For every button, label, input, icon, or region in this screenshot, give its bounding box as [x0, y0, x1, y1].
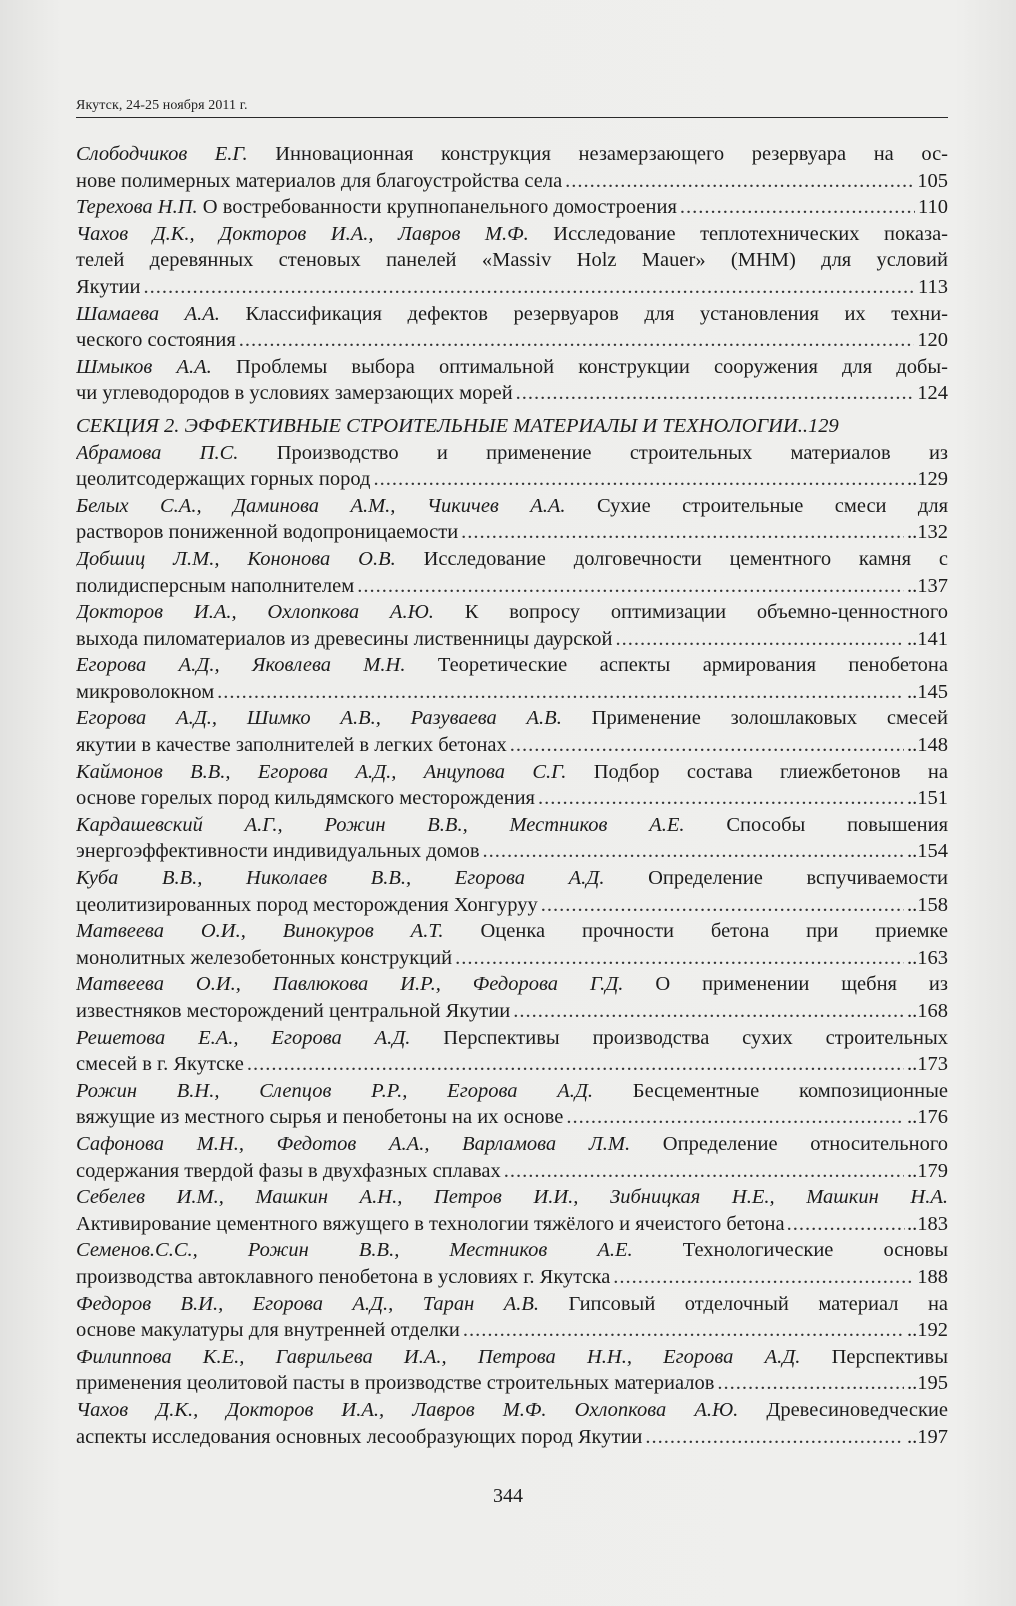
dot-leader: [680, 194, 915, 221]
entry-title-tail: растворов пониженной водопроницаемости: [76, 521, 459, 544]
section-page-number: 129: [808, 414, 839, 437]
toc-entry: [76, 1397, 948, 1450]
entry-page-number: ..176: [907, 1106, 948, 1129]
entry-author: Абрамова П.С.: [76, 441, 239, 464]
entry-author: Шмыков А.А.: [76, 355, 212, 378]
entry-page-number: ..192: [907, 1319, 948, 1342]
toc-leader-line: [76, 1158, 948, 1185]
entry-title-text: телей деревянных стеновых панелей «Massiv Holz Mauer» (МНМ) для условий: [76, 249, 948, 272]
entry-title-text: Сухие строительные смеси для: [596, 494, 948, 517]
dot-leader: [566, 1104, 904, 1131]
entry-title-tail: основе горелых пород кильдямского месторождения: [76, 787, 535, 810]
entry-title-text: Инновационная конструкция незамерзающего резервуара на ос-: [275, 143, 948, 165]
entry-title-tail: вяжущие из местного сырья и пенобетоны на их основе: [76, 1106, 564, 1129]
entry-title-tail: Активирование цементного вяжущего в технологии тяжёлого и ячеистого бетона: [76, 1212, 785, 1235]
toc-leader-line: [76, 732, 948, 759]
entry-title-line: [76, 865, 948, 892]
dot-leader: [144, 274, 916, 301]
entry-title-line: [76, 1237, 948, 1264]
entry-title-line: [76, 652, 948, 679]
toc-entry: [76, 1184, 948, 1237]
entry-title-line: [76, 918, 948, 945]
entry-title-line: [76, 546, 948, 573]
entry-page-number: 124: [917, 382, 948, 405]
entry-title-tail: цеолитсодержащих горных пород: [76, 468, 371, 491]
entry-title-tail: применения цеолитовой пасты в производстве строительных материалов: [76, 1372, 715, 1395]
toc-entry: [76, 1344, 948, 1397]
entry-page-number: ..132: [907, 521, 948, 544]
entry-page-number: ..163: [907, 946, 948, 969]
toc-leader-line: [76, 679, 948, 706]
toc-entry: [76, 440, 948, 493]
toc-entry: [76, 599, 948, 652]
entry-page-number: ..183: [907, 1212, 948, 1235]
dot-leader: [463, 1317, 904, 1344]
entry-title-line: [76, 440, 948, 467]
table-of-contents: [76, 141, 948, 1450]
entry-page-number: ..129: [907, 468, 948, 491]
entry-title-line: [76, 247, 948, 274]
entry-title-line: [76, 1025, 948, 1052]
entry-author: Кардашевский А.Г., Рожин В.В., Местников А.Е.: [76, 813, 685, 836]
entry-title-line: [76, 1131, 948, 1158]
entry-title-tail: якутии в качестве заполнителей в легких бетонах: [76, 734, 507, 757]
entry-title-tail: ческого состояния: [76, 329, 236, 352]
entry-page-number: 120: [917, 329, 948, 352]
toc-leader-line: [76, 998, 948, 1025]
entry-title-tail: известняков месторождений центральной Якутии: [76, 1000, 511, 1022]
section-title: СЕКЦИЯ 2. ЭФФЕКТИВНЫЕ СТРОИТЕЛЬНЫЕ МАТЕРИАЛЫ И ТЕХНОЛОГИИ..: [76, 414, 809, 437]
dot-leader: [357, 573, 904, 600]
entry-page-number: 110: [918, 196, 948, 219]
toc-leader-line: [76, 519, 948, 546]
entry-page-number: ..168: [907, 1000, 948, 1022]
entry-title-tail: чи углеводородов в условиях замерзающих морей: [76, 382, 513, 405]
entry-author: Терехова Н.П.: [76, 196, 198, 219]
entry-page-number: ..148: [907, 734, 948, 757]
entry-author: Егорова А.Д., Яковлева М.Н.: [76, 654, 406, 677]
entry-title-text: Перспективы: [831, 1345, 948, 1368]
entry-author: Егорова А.Д., Шимко А.В., Разуваева А.В.: [76, 707, 562, 730]
entry-author: Чахов Д.К., Докторов И.А., Лавров М.Ф.: [76, 222, 529, 245]
entry-title-line: [76, 141, 948, 168]
dot-leader: [504, 1158, 904, 1185]
entry-title-tail: энергоэффективности индивидуальных домов: [76, 840, 480, 863]
entry-title-text: Подбор состава глиежбетонов на: [593, 760, 948, 783]
toc-leader-line: [76, 945, 948, 972]
entry-author: Сафонова М.Н., Федотов А.А., Варламова Л.М.: [76, 1132, 631, 1155]
dot-leader: [513, 998, 904, 1025]
toc-leader-line: [76, 838, 948, 865]
entry-title-text: Древесиноведческие: [766, 1398, 948, 1421]
entry-author: Матвеева О.И., Павлюкова И.Р., Федорова Г.Д.: [76, 973, 624, 996]
toc-entry: [76, 865, 948, 918]
toc-leader-line: [76, 274, 948, 301]
entry-title-text: Определение вспучиваемости: [648, 867, 948, 890]
toc-entry: [76, 194, 948, 221]
toc-entry: [76, 1237, 948, 1290]
toc-leader-line: [76, 1317, 948, 1344]
entry-page-number: ..173: [907, 1053, 948, 1076]
entry-author: Докторов И.А., Охлопкова А.Ю.: [76, 601, 434, 624]
entry-title-text: Применение золошлаковых смесей: [591, 707, 948, 730]
entry-title-text: Бесцементные композиционные: [632, 1079, 948, 1102]
entry-page-number: ..141: [907, 627, 948, 650]
page-number: 344: [493, 1485, 523, 1507]
toc-leader-line: [76, 327, 948, 354]
toc-entry: [76, 1078, 948, 1131]
entry-title-text: О востребованности крупнопанельного домостроения: [202, 196, 677, 219]
entry-title-text: Классификация дефектов резервуаров для установления их техни-: [245, 302, 948, 325]
entry-author: Куба В.В., Николаев В.В., Егорова А.Д.: [76, 867, 605, 890]
entry-title-text: Гипсовый отделочный материал на: [568, 1292, 948, 1315]
entry-page-number: 105: [917, 169, 948, 192]
dot-leader: [616, 626, 904, 653]
entry-title-line: [76, 812, 948, 839]
dot-leader: [217, 679, 904, 706]
entry-title-text: Технологические основы: [682, 1239, 948, 1262]
entry-author: Себелев И.М., Машкин А.Н., Петров И.И., Зибницкая Н.Е., Машкин Н.А.: [76, 1186, 948, 1209]
entry-title-text: Теоретические аспекты армирования пенобетона: [437, 654, 948, 677]
entry-author: Каймонов В.В., Егорова А.Д., Анцупова С.Г.: [76, 760, 567, 783]
toc-entry: [76, 141, 948, 194]
entry-title-text: Способы повышения: [726, 813, 948, 836]
toc-leader-line: [76, 1051, 948, 1078]
entry-title-tail: микроволокном: [76, 680, 215, 703]
entry-page-number: ..154: [907, 840, 948, 863]
dot-leader: [787, 1211, 905, 1238]
entry-page-number: 113: [918, 275, 948, 298]
toc-entry: [76, 652, 948, 705]
entry-title-tail: Якутии: [76, 275, 141, 298]
entry-author: Белых С.А., Даминова А.М., Чикичев А.А.: [76, 494, 566, 517]
toc-leader-line: [76, 168, 948, 195]
entry-page-number: ..195: [907, 1372, 948, 1395]
dot-leader: [565, 168, 914, 195]
toc-leader-line: [76, 785, 948, 812]
header-rule: [76, 117, 948, 118]
entry-title-tail: цеолитизированных пород месторождения Хонгуруу: [76, 893, 538, 916]
toc-entry: [76, 493, 948, 546]
entry-author: Семенов.С.С., Рожин В.В., Местников А.Е.: [76, 1239, 633, 1262]
toc-leader-line: [76, 573, 948, 600]
entry-page-number: ..145: [907, 680, 948, 703]
toc-entry: [76, 301, 948, 354]
dot-leader: [645, 1424, 904, 1451]
entry-title-tail: производства автоклавного пенобетона в условиях г. Якутска: [76, 1265, 611, 1288]
toc-leader-line: [76, 626, 948, 653]
toc-leader-line: [76, 1370, 948, 1397]
entry-title-line: [76, 221, 948, 248]
toc-leader-line: [76, 466, 948, 493]
entry-title-line: [76, 1344, 948, 1371]
entry-author: Шамаева А.А.: [76, 302, 220, 325]
dot-leader: [541, 892, 904, 919]
toc-entry: [76, 918, 948, 971]
entry-title-line: [76, 705, 948, 732]
entry-title-tail: смесей в г. Якутске: [76, 1053, 244, 1076]
entry-page-number: ..137: [907, 574, 948, 597]
entry-title-line: [76, 759, 948, 786]
toc-leader-line: [76, 1264, 948, 1291]
toc-entry: [76, 812, 948, 865]
toc-leader-line: [76, 194, 948, 221]
dot-leader: [510, 732, 904, 759]
entry-title-line: [76, 1184, 948, 1211]
entry-title-text: Определение относительного: [662, 1132, 948, 1155]
toc-leader-line: [76, 1424, 948, 1451]
entry-author: Чахов Д.К., Докторов И.А., Лавров М.Ф. Охлопкова А.Ю.: [76, 1398, 739, 1421]
entry-title-text: Перспективы производства сухих строительных: [443, 1026, 948, 1049]
toc-entry: [76, 354, 948, 407]
entry-title-text: Оценка прочности бетона при приемке: [480, 920, 948, 943]
toc-leader-line: [76, 1211, 948, 1238]
toc-leader-line: [76, 1104, 948, 1131]
entry-title-tail: [76, 194, 677, 221]
entry-page-number: ..197: [907, 1425, 948, 1448]
entry-title-line: [76, 354, 948, 381]
toc-leader-line: [76, 380, 948, 407]
dot-leader: [373, 466, 904, 493]
toc-entry: [76, 1291, 948, 1344]
entry-title-tail: нове полимерных материалов для благоустройства села: [76, 169, 563, 192]
entry-title-line: [76, 971, 948, 998]
toc-entry: [76, 705, 948, 758]
toc-entry: [76, 759, 948, 812]
dot-leader: [516, 380, 915, 407]
entry-page-number: 188: [917, 1265, 948, 1288]
toc-entry: [76, 1131, 948, 1184]
dot-leader: [538, 785, 904, 812]
entry-title-text: К вопросу оптимизации объемно-ценностного: [464, 601, 948, 624]
entry-title-text: Исследование теплотехнических показа-: [553, 222, 948, 245]
toc-entry: [76, 1025, 948, 1078]
entry-title-tail: монолитных железобетонных конструкций: [76, 946, 453, 969]
entry-page-number: ..179: [907, 1159, 948, 1182]
entry-title-text: Производство и применение строительных материалов из: [276, 441, 948, 464]
toc-leader-line: [76, 892, 948, 919]
entry-title-tail: полидисперсным наполнителем: [76, 574, 355, 597]
running-head: Якутск, 24-25 ноября 2011 г.: [76, 98, 248, 113]
entry-title-line: [76, 1078, 948, 1105]
toc-entry: [76, 221, 948, 301]
dot-leader: [483, 838, 905, 865]
dot-leader: [239, 327, 914, 354]
entry-title-line: [76, 599, 948, 626]
entry-author: Слободчиков Е.Г.: [76, 143, 248, 165]
entry-author: Филиппова К.Е., Гаврильева И.А., Петрова Н.Н., Егорова А.Д.: [76, 1345, 801, 1368]
entry-author: Решетова Е.А., Егорова А.Д.: [76, 1026, 411, 1049]
entry-author: Федоров В.И., Егорова А.Д., Таран А.В.: [76, 1292, 540, 1315]
dot-leader: [461, 519, 904, 546]
entry-title-text: Исследование долговечности цементного камня с: [423, 547, 948, 570]
entry-author: Добшиц Л.М., Кононова О.В.: [76, 547, 396, 570]
dot-leader: [717, 1370, 904, 1397]
entry-title-line: [76, 301, 948, 328]
entry-title-tail: аспекты исследования основных лесообразующих пород Якутии: [76, 1425, 643, 1448]
entry-title-line: [76, 1397, 948, 1424]
entry-title-tail: содержания твердой фазы в двухфазных сплавах: [76, 1159, 501, 1182]
dot-leader: [247, 1051, 904, 1078]
entry-title-line: [76, 1291, 948, 1318]
entry-author: Матвеева О.И., Винокуров А.Т.: [76, 920, 444, 943]
entry-title-text: Проблемы выбора оптимальной конструкции сооружения для добы-: [235, 355, 948, 378]
entry-page-number: ..151: [907, 787, 948, 810]
toc-entry: [76, 546, 948, 599]
entry-title-line: [76, 493, 948, 520]
entry-title-tail: основе макулатуры для внутренней отделки: [76, 1319, 460, 1342]
entry-title-tail: выхода пиломатериалов из древесины лиственницы даурской: [76, 627, 613, 650]
dot-leader: [455, 945, 904, 972]
section-heading: [76, 413, 948, 440]
toc-entry: [76, 971, 948, 1024]
entry-author: Рожин В.Н., Слепцов Р.Р., Егорова А.Д.: [76, 1079, 594, 1102]
entry-page-number: ..158: [907, 893, 948, 916]
dot-leader: [613, 1264, 914, 1291]
entry-title-text: О применении щебня из: [655, 973, 948, 996]
